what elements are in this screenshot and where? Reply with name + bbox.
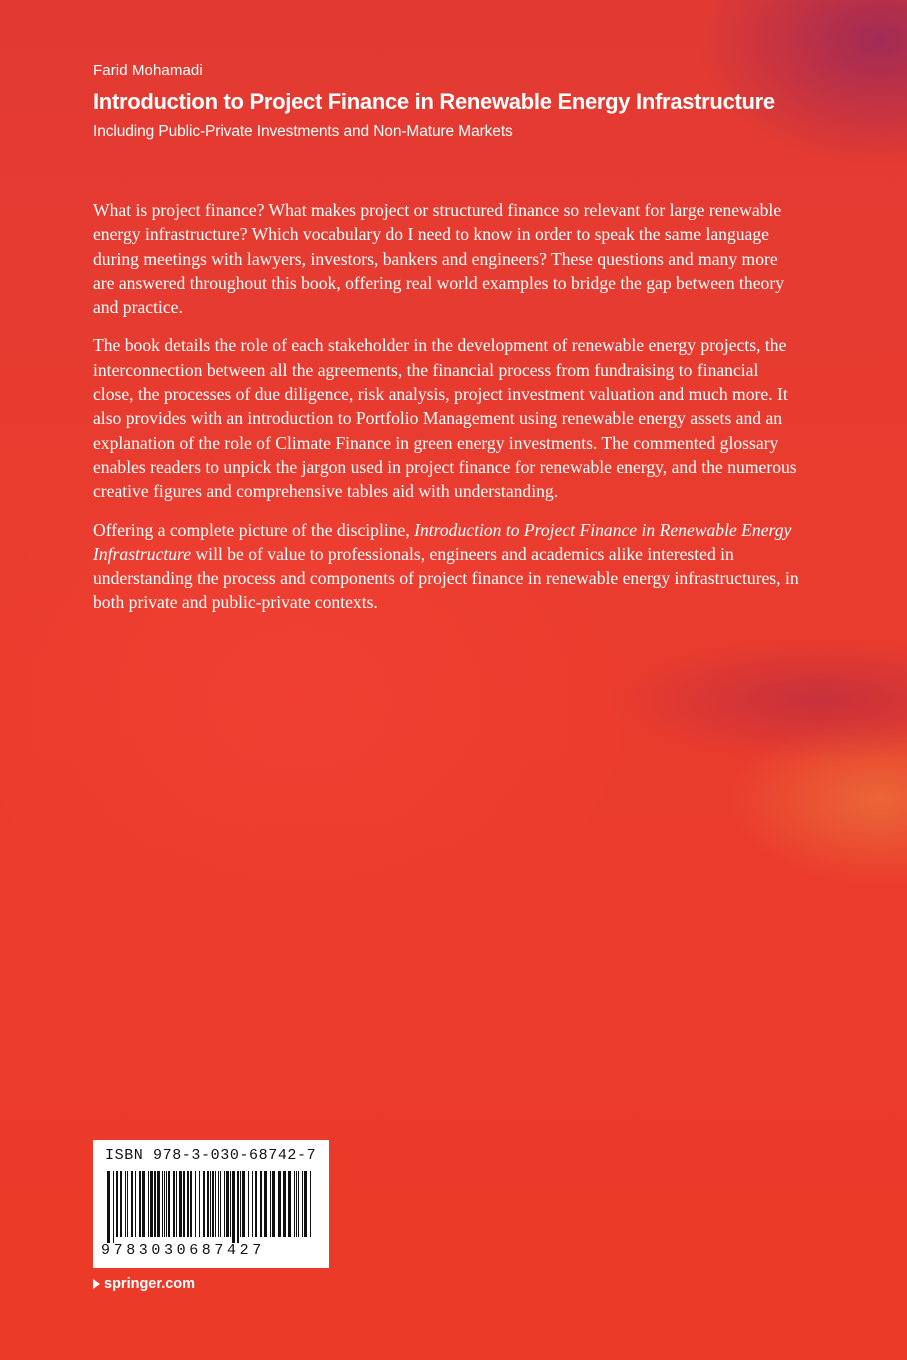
barcode-bar	[120, 1171, 122, 1237]
cover-header	[93, 62, 853, 141]
barcode-bar	[157, 1171, 160, 1237]
barcode-bar	[154, 1171, 156, 1237]
barcode-bar	[296, 1171, 297, 1237]
barcode-bar	[215, 1171, 216, 1237]
barcode-bar	[226, 1171, 229, 1237]
barcode-bars	[105, 1171, 317, 1243]
barcode-bar	[131, 1171, 133, 1237]
blurb-paragraph-3-rest: will be of value to professionals, engineers and academics alike interested in understanding the process and components of project finance in renewable energy infrastructures, in both private and public-private contexts.	[93, 543, 799, 613]
barcode-bar	[183, 1171, 185, 1237]
isbn-barcode	[93, 1140, 329, 1268]
barcode-bar	[142, 1171, 145, 1237]
arrow-right-icon	[93, 1279, 100, 1289]
barcode-bar	[304, 1171, 307, 1237]
barcode-bar	[135, 1171, 136, 1237]
barcode-bar	[173, 1171, 175, 1237]
barcode-bar	[237, 1171, 239, 1243]
barcode-bar	[260, 1171, 262, 1237]
barcode-bar	[203, 1171, 205, 1237]
barcode-bar	[127, 1171, 128, 1237]
barcode-bar	[230, 1171, 231, 1237]
barcode-bar	[148, 1171, 149, 1237]
barcode-bar	[162, 1171, 163, 1237]
barcode-bar	[278, 1171, 281, 1237]
barcode-bar	[310, 1171, 311, 1237]
barcode-bar	[294, 1171, 295, 1237]
barcode-bar	[242, 1171, 245, 1237]
barcode-bar	[212, 1171, 214, 1237]
barcode-bar	[224, 1171, 225, 1237]
barcode-bar	[168, 1171, 170, 1237]
blurb-paragraph-2: The book details the role of each stakeholder in the development of renewable energy projects, the interconnection between all the agreements, the financial process from fundraising to financial close, the processes of due diligence, risk analysis, project investment valuation and much more. It also provides with an introduction to Portfolio Management using renewable energy assets and an explanation of the role of Climate Finance in green energy investments. The commented glossary enables readers to unpick the jargon used in project finance for renewable energy, and the numerous creative figures and comprehensive tables aid with understanding.	[93, 335, 797, 502]
barcode-bar	[116, 1171, 118, 1237]
blurb-paragraph-1: What is project finance? What makes project or structured finance so relevant for large renewable energy infrastructure? Which vocabulary do I need to know in order to speak the same language during meetings with lawyers, investors, bankers and engineers? These questions and many more are answered throughout this book, offering real world examples to bridge the gap between theory and practice.	[93, 200, 784, 318]
barcode-bar	[139, 1171, 141, 1237]
barcode-bar	[272, 1171, 275, 1237]
barcode-bar	[255, 1171, 257, 1237]
book-subtitle: Including Public-Private Investments and Non-Mature Markets	[93, 123, 513, 140]
barcode-bar	[125, 1171, 126, 1237]
publisher-website: springer.com	[104, 1276, 196, 1292]
book-title: Introduction to Project Finance in Renewable Energy Infrastructure	[93, 89, 775, 114]
barcode-bar	[283, 1171, 286, 1237]
barcode-bar	[220, 1171, 221, 1237]
barcode-bar	[218, 1171, 219, 1237]
barcode-bar	[232, 1171, 235, 1243]
barcode-bar	[113, 1171, 114, 1243]
barcode-bar	[199, 1171, 200, 1237]
blurb-paragraph-3-lead: Offering a complete picture of the discipline,	[93, 519, 415, 540]
barcode-bar	[270, 1171, 271, 1237]
barcode-bar	[288, 1171, 291, 1237]
ean-digits: 9783030687427	[101, 1242, 265, 1259]
barcode-bar	[248, 1171, 249, 1237]
barcode-bar	[150, 1171, 153, 1237]
barcode-bar	[207, 1171, 209, 1237]
barcode-bar	[190, 1171, 192, 1237]
author-name: Farid Mohamadi	[93, 62, 203, 79]
barcode-bar	[166, 1171, 167, 1237]
barcode-bar	[195, 1171, 196, 1237]
barcode-bar	[264, 1171, 267, 1237]
barcode-bar	[164, 1171, 165, 1237]
barcode-bar	[107, 1171, 110, 1243]
barcode-bar	[176, 1171, 177, 1237]
blurb-paragraph-3	[93, 518, 803, 615]
blurb-book-title-italic: Introduction to Project Finance in Renewable Energy Infrastructure	[93, 519, 792, 564]
blurb	[93, 198, 803, 629]
isbn-number: ISBN 978-3-030-68742-7	[105, 1147, 317, 1164]
barcode-bar	[240, 1171, 241, 1237]
barcode-bar	[298, 1171, 299, 1237]
barcode-bar	[302, 1171, 303, 1237]
barcode-bar	[252, 1171, 253, 1237]
barcode-bar	[210, 1171, 211, 1237]
barcode-bar	[187, 1171, 189, 1237]
barcode-bar	[179, 1171, 182, 1237]
publisher-link[interactable]	[93, 1276, 195, 1292]
